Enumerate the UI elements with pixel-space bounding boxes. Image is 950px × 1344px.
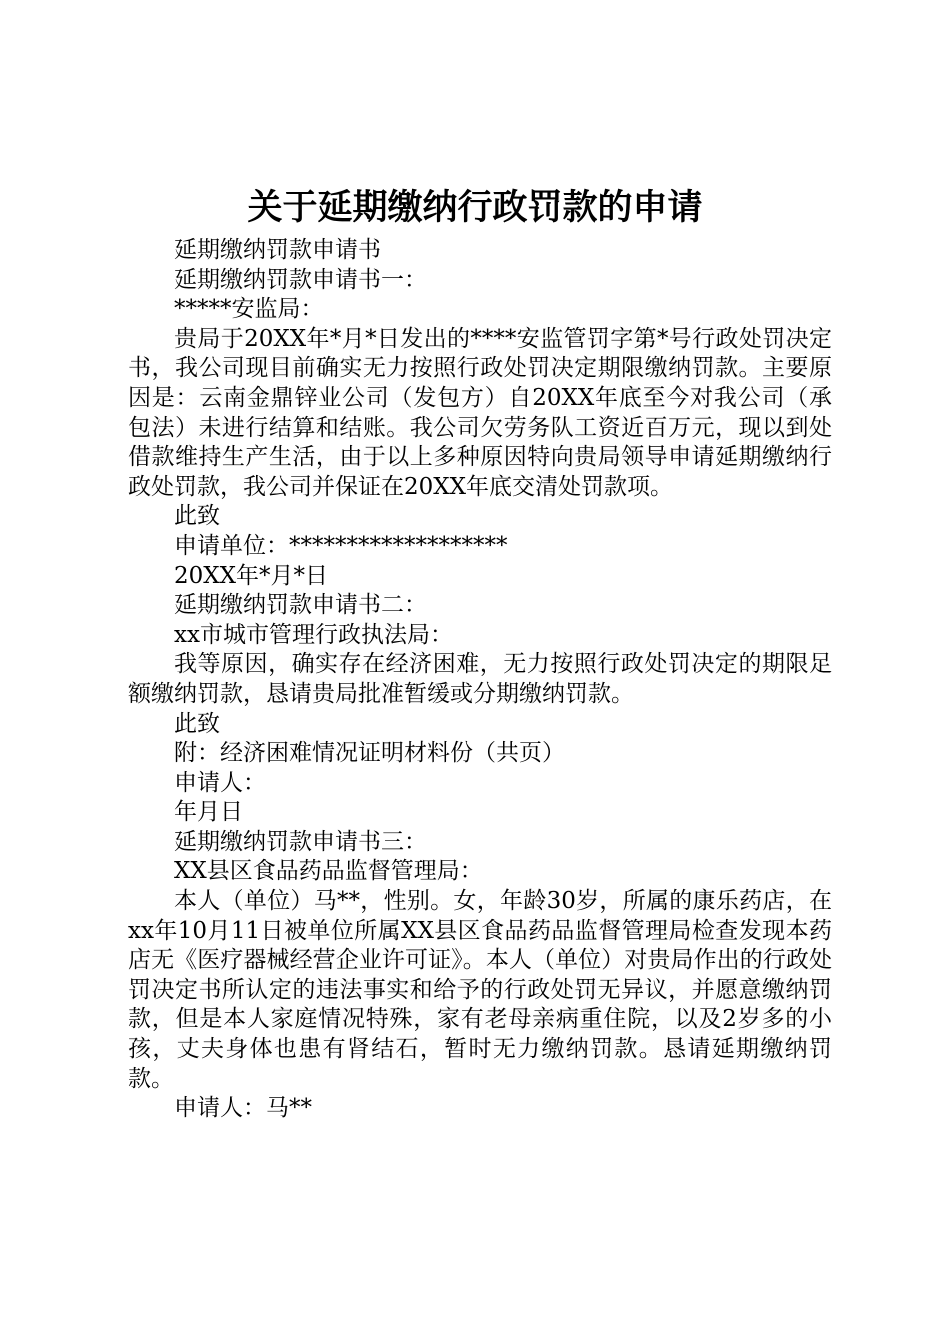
paragraph-body: 本人（单位）马**，性别。女，年龄30岁，所属的康乐药店，在xx年10月11日被单位所属XX县区食品药品监督管理局检查发现本药店无《医疗器械经营企业许可证》。本人（单位）对贵局作出的行政处罚决定书所认定的违法事实和给予的行政处罚无异议，并愿意缴纳罚款，但是本人家庭情况特殊，家有老母亲病重住院，以及2岁多的小孩，丈夫身体也患有肾结石，暂时无力缴纳罚款。恳请延期缴纳罚款。 xyxy=(128,888,832,1092)
paragraph-body: 我等原因，确实存在经济困难，无力按照行政处罚决定的期限足额缴纳罚款，恳请贵局批准暂缓或分期缴纳罚款。 xyxy=(128,651,832,707)
paragraph-addressee: xx市城市管理行政执法局： xyxy=(174,621,453,648)
document-body xyxy=(128,236,832,1124)
paragraph-letter-one-heading: 延期缴纳罚款申请书一： xyxy=(174,266,427,293)
paragraph-letter-three-heading: 延期缴纳罚款申请书三： xyxy=(174,828,427,855)
paragraph-body: 贵局于20XX年*月*日发出的****安监管罚字第*号行政处罚决定书，我公司现目前确实无力按照行政处罚决定期限缴纳罚款。主要原因是：云南金鼎锌业公司（发包方）自20XX年底至今对我公司（承包法）未进行结算和结账。我公司欠劳务队工资近百万元，现以到处借款维持生产生活，由于以上多种原因特向贵局领导申请延期缴纳行政处罚款，我公司并保证在20XX年底交清处罚款项。 xyxy=(128,325,832,500)
paragraph-applicant: 申请人： xyxy=(174,769,266,796)
paragraph-date: 年月日 xyxy=(174,799,243,826)
paragraph-heading: 延期缴纳罚款申请书 xyxy=(174,237,381,263)
paragraph-applicant: 申请人：马** xyxy=(174,1095,312,1122)
document-title: 关于延期缴纳行政罚款的申请 xyxy=(247,187,703,228)
paragraph-applicant-unit: 申请单位：******************* xyxy=(174,532,508,559)
paragraph-letter-two-heading: 延期缴纳罚款申请书二： xyxy=(174,592,427,619)
paragraph-closing: 此致 xyxy=(174,710,220,737)
paragraph-closing: 此致 xyxy=(174,503,220,530)
paragraph-date: 20XX年*月*日 xyxy=(174,562,329,589)
paragraph-addressee: XX县区食品药品监督管理局： xyxy=(174,858,483,885)
paragraph-attachment: 附：经济困难情况证明材料份（共页） xyxy=(174,740,565,767)
paragraph-addressee: *****安监局： xyxy=(174,296,324,323)
